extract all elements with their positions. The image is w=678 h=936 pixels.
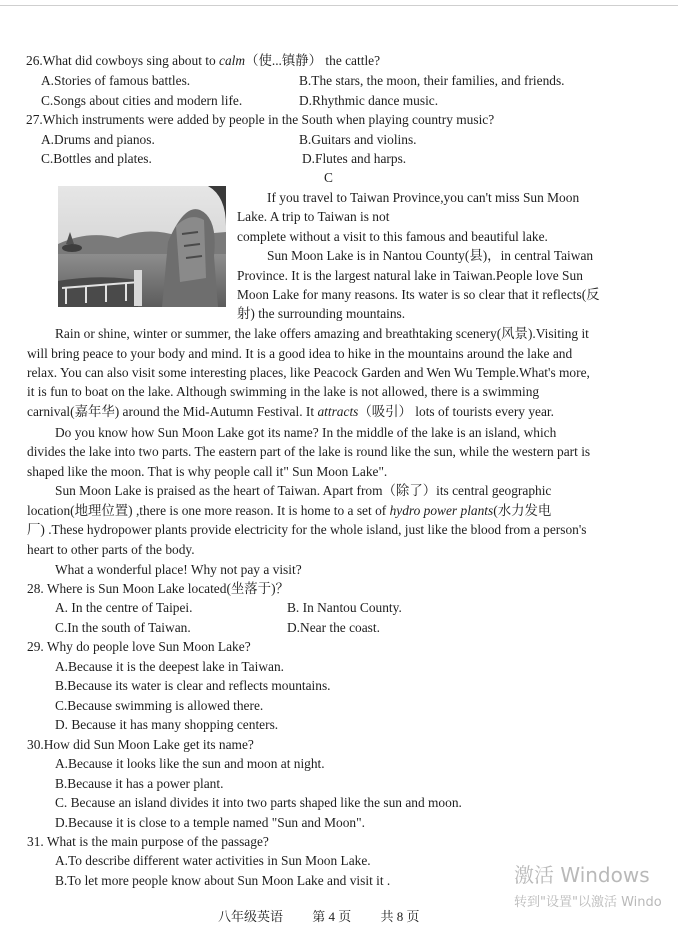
question-29-stem: 29. Why do people love Sun Moon Lake? [27, 639, 251, 654]
passage-line-6: Moon Lake for many reasons. Its water is so clear that it reflects(反 [237, 287, 600, 302]
section-letter: C [324, 170, 333, 185]
windows-activation-watermark-subtitle: 转到"设置"以激活 Windo [514, 895, 662, 910]
q26-option-c: C.Songs about cities and modern life. [41, 93, 243, 108]
question-30-stem: 30.How did Sun Moon Lake get its name? [27, 737, 254, 752]
q30-option-b: B.Because it has a power plant. [55, 776, 224, 791]
q29-option-a: A.Because it is the deepest lake in Taiwan. [55, 659, 284, 674]
passage-line-10: relax. You can also visit some interesting places, like Peacock Garden and Wen Wu Temple.What's more, [27, 365, 590, 380]
windows-activation-watermark-title: 激活 Windows [514, 863, 650, 887]
passage-line-8: Rain or shine, winter or summer, the lake offers amazing and breathtaking scenery(风景).Visiting it [55, 326, 589, 341]
q28-option-b: B. In Nantou County. [287, 600, 402, 615]
question-27-stem: 27.Which instruments were added by people in the South when playing country music? [26, 112, 495, 127]
q27-option-d: D.Flutes and harps. [302, 151, 407, 166]
passage-line-2: Lake. A trip to Taiwan is not [237, 209, 390, 224]
passage-line-9: will bring peace to your body and mind. It is a good idea to hike in the mountains around the lake and [27, 346, 573, 361]
passage-line-20: What a wonderful place! Why not pay a visit? [55, 562, 302, 577]
passage-line-15: shaped like the moon. That is why people call it" Sun Moon Lake". [27, 464, 388, 479]
passage-line-3: complete without a visit to this famous and beautiful lake. [237, 229, 548, 244]
q30-option-c: C. Because an island divides it into two parts shaped like the sun and moon. [55, 795, 462, 810]
q29-option-d: D. Because it has many shopping centers. [55, 717, 279, 732]
page-footer [218, 907, 446, 927]
q31-option-b: B.To let more people know about Sun Moon Lake and visit it . [55, 873, 391, 888]
passage-line-12: carnival(嘉年华) around the Mid-Autumn Festival. It attracts（吸引） lots of tourists every year. [27, 404, 554, 419]
q27-option-c: C.Bottles and plates. [41, 151, 152, 166]
passage-line-1: If you travel to Taiwan Province,you can't miss Sun Moon [267, 190, 580, 205]
q29-option-c: C.Because swimming is allowed there. [55, 698, 264, 713]
passage-line-7: 射) the surrounding mountains. [237, 306, 406, 321]
passage-line-19: heart to other parts of the body. [27, 542, 195, 557]
passage-line-13: Do you know how Sun Moon Lake got its name? In the middle of the lake is an island, which [55, 425, 557, 440]
q28-option-c: C.In the south of Taiwan. [55, 620, 191, 635]
passage-line-4: Sun Moon Lake is in Nantou County(县)，in central Taiwan [267, 248, 594, 263]
question-26-stem: 26.What did cowboys sing about to calm（使...镇静） the cattle? [26, 53, 381, 68]
passage-line-18: 厂) .These hydropower plants provide electricity for the whole island, just like the blood from a person's [27, 522, 587, 537]
q31-option-a: A.To describe different water activities in Sun Moon Lake. [55, 853, 371, 868]
q26-option-d: D.Rhythmic dance music. [299, 93, 439, 108]
passage-line-14: divides the lake into two parts. The eastern part of the lake is round like the sun, while the western part is [27, 444, 591, 459]
passage-line-16: Sun Moon Lake is praised as the heart of Taiwan. Apart from（除了）its central geographic [55, 483, 552, 498]
passage-line-11: it is fun to boat on the lake. Although swimming in the lake is not allowed, there is a swimming [27, 384, 540, 399]
q26-option-b: B.The stars, the moon, their families, and friends. [299, 73, 565, 88]
footer-total-pages: 共 8 页 [380, 909, 420, 924]
q28-option-d: D.Near the coast. [287, 620, 380, 635]
q29-option-b: B.Because its water is clear and reflects mountains. [55, 678, 331, 693]
sun-moon-lake-photo [58, 186, 226, 307]
q30-option-d: D.Because it is close to a temple named "Sun and Moon". [55, 815, 365, 830]
q27-option-a: A.Drums and pianos. [41, 132, 155, 147]
q30-option-a: A.Because it looks like the sun and moon at night. [55, 756, 325, 771]
passage-line-17: location(地理位置) ,there is one more reason. It is home to a set of hydro power plants(水力发电 [27, 503, 552, 518]
top-border [0, 5, 678, 6]
q28-option-a: A. In the centre of Taipei. [55, 600, 193, 615]
q27-option-b: B.Guitars and violins. [299, 132, 417, 147]
q26-option-a: A.Stories of famous battles. [41, 73, 191, 88]
passage-line-5: Province. It is the largest natural lake in Taiwan.People love Sun [237, 268, 583, 283]
question-31-stem: 31. What is the main purpose of the passage? [27, 834, 269, 849]
footer-page-number: 第 4 页 [312, 909, 352, 924]
footer-subject: 八年级英语 [218, 909, 284, 924]
question-28-stem: 28. Where is Sun Moon Lake located(坐落于)？ [27, 581, 289, 596]
